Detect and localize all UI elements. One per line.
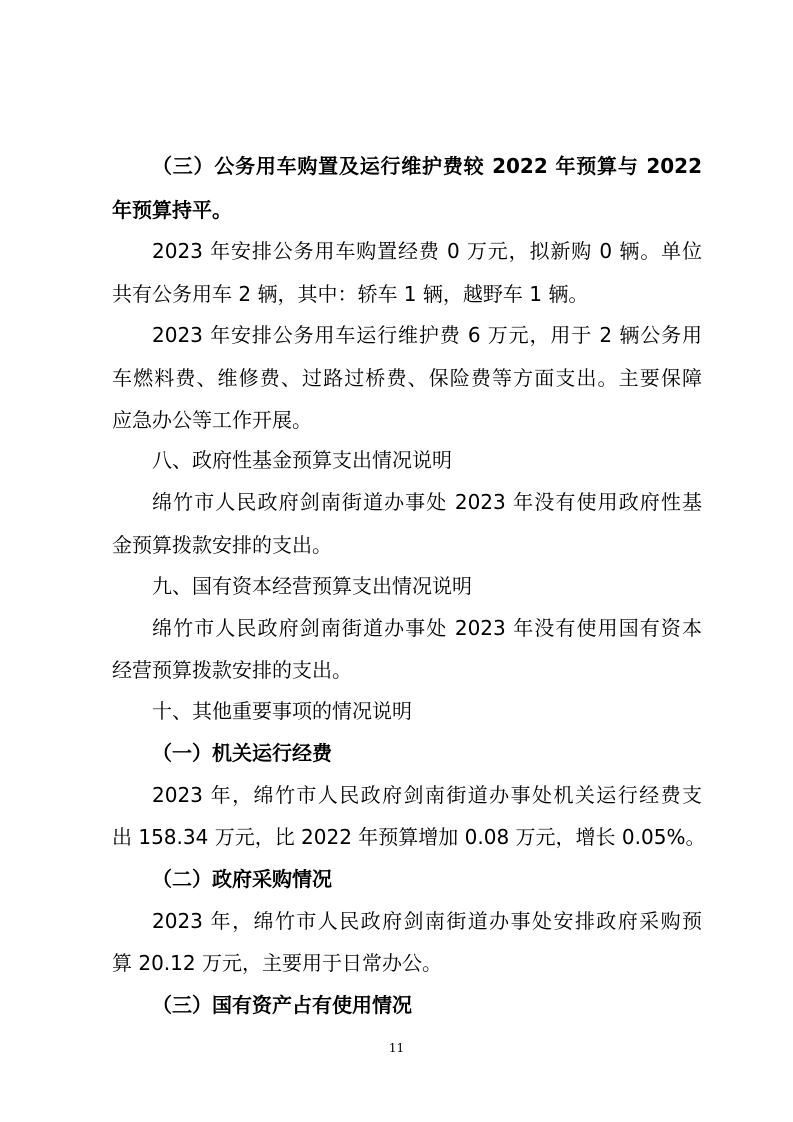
subheading-procurement: （二）政府采购情况 <box>152 867 332 891</box>
paragraph-line: 共有公务用车 2 辆，其中：轿车 1 辆，越野车 1 辆。 <box>112 282 589 306</box>
paragraph-line: 出 158.34 万元，比 2022 年预算增加 0.08 万元，增长 0.05%。 <box>112 825 706 849</box>
section-heading-9: 九、国有资本经营预算支出情况说明 <box>152 574 472 598</box>
heading-vehicle-costs: （三）公务用车购置及运行维护费较 2022 年预算与 2022 <box>152 154 702 178</box>
section-heading-10: 十、其他重要事项的情况说明 <box>152 699 412 723</box>
paragraph-line: 算 20.12 万元，主要用于日常办公。 <box>112 951 442 975</box>
heading-vehicle-costs-cont: 年预算持平。 <box>112 198 232 222</box>
paragraph-line: 2023 年，绵竹市人民政府剑南街道办事处机关运行经费支 <box>152 783 702 807</box>
paragraph-line: 2023 年安排公务用车运行维护费 6 万元，用于 2 辆公务用 <box>152 323 702 347</box>
paragraph-line: 应急办公等工作开展。 <box>112 408 312 432</box>
paragraph-line: 绵竹市人民政府剑南街道办事处 2023 年没有使用政府性基 <box>152 490 702 514</box>
paragraph-line: 2023 年安排公务用车购置经费 0 万元，拟新购 0 辆。单位 <box>152 239 702 263</box>
paragraph-line: 2023 年，绵竹市人民政府剑南街道办事处安排政府采购预 <box>152 909 702 933</box>
subheading-state-assets: （三）国有资产占有使用情况 <box>152 993 412 1017</box>
page-number: 11 <box>388 1041 405 1055</box>
paragraph-line: 金预算拨款安排的支出。 <box>112 533 332 557</box>
paragraph-line: 绵竹市人民政府剑南街道办事处 2023 年没有使用国有资本 <box>152 616 702 640</box>
paragraph-line: 车燃料费、维修费、过路过桥费、保险费等方面支出。主要保障 <box>112 366 702 390</box>
paragraph-line: 经营预算拨款安排的支出。 <box>112 658 352 682</box>
subheading-operating-costs: （一）机关运行经费 <box>152 741 332 765</box>
section-heading-8: 八、政府性基金预算支出情况说明 <box>152 448 452 472</box>
